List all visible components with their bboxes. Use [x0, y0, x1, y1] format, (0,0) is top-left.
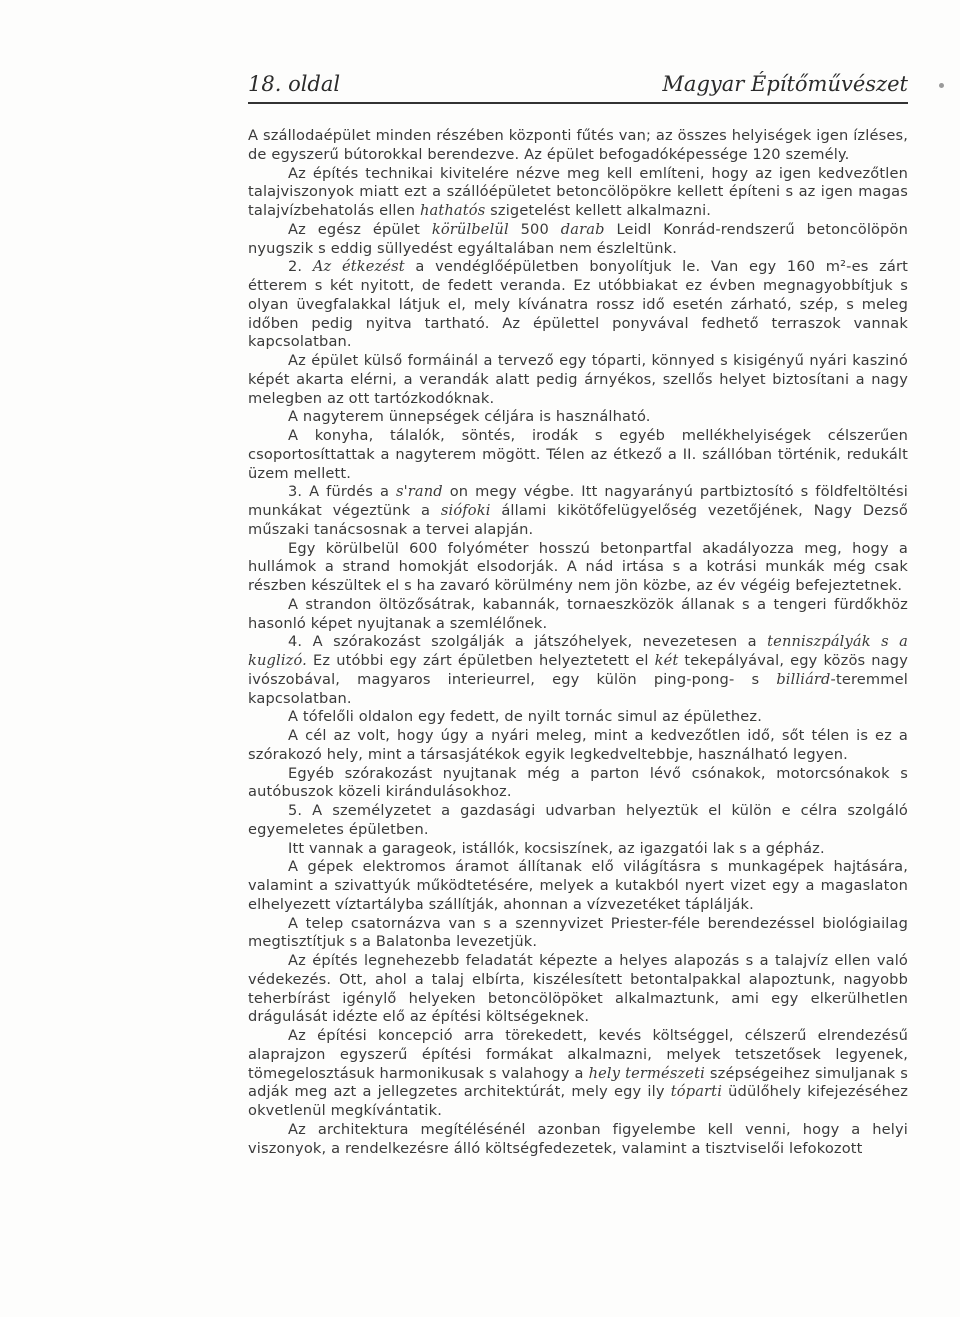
- paragraph: Az építés technikai kivitelére nézve meg kell említeni, hogy az igen kedvezőtlen talajviszonyok miatt ezt a szállóépületet betoncölöpökre kellett építeni s az igen magas talajvízbehatolás ellen hathatós szigetelést kellett alkalmazni.: [248, 164, 908, 219]
- running-header: [248, 72, 908, 104]
- page-number: 18. oldal: [248, 72, 341, 96]
- paragraph: A cél az volt, hogy úgy a nyári meleg, mint a kedvezőtlen idő, sőt télen is ez a szórakozó hely, mint a társasjátékok egyik legkedveltebbje, használható legyen.: [248, 727, 908, 763]
- paragraph: 4. A szórakozást szolgálják a játszóhelyek, nevezetesen a tenniszpályák s a kuglizó. Ez utóbbi egy zárt épületben helyeztetett el két tekepályával, egy közös nagy ivószobával, magyaros interieurrel, egy külön ping-pong- s billiárd-teremmel kapcsolatban.: [248, 633, 908, 707]
- paragraph: Az architektura megítélésénél azonban figyelembe kell venni, hogy a helyi viszonyok, a rendelkezésre álló költségfedezetek, valamint a tisztviselői lefokozott: [248, 1120, 908, 1157]
- journal-title: Magyar Építőművészet: [662, 72, 908, 96]
- paragraph: 5. A személyzetet a gazdasági udvarban helyeztük el külön e célra szolgáló egyemeletes épületben.: [248, 802, 908, 838]
- paragraph: Az építési koncepció arra törekedett, kevés költséggel, célszerű elrendezésű alaprajzon egyszerű építési formákat alkalmazni, melyek tetszetősek legyenek, tömegelosztásuk harmonikusak s valahogy a hely természeti szépségeihez simuljanak s adják meg azt a jellegzetes architektúrát, mely egy ily tóparti üdülőhely kifejezéséhez okvetlenül megkívántatik.: [248, 1027, 909, 1119]
- paragraph: A nagyterem ünnepségek céljára is használható.: [288, 408, 651, 426]
- paragraph: Az egész épület körülbelül 500 darab Leidl Konrád-rendszerű betoncölöpön nyugszik s eddig süllyedést egyáltalában nem észleltünk.: [248, 220, 908, 257]
- margin-mark: [939, 83, 944, 88]
- paragraph: A konyha, tálalók, söntés, irodák s egyéb mellékhelyiségek célszerűen csoportosíttattak a nagyterem mögött. Télen az étkező a II. szállóban történik, redukált üzem mellett.: [248, 427, 908, 482]
- paragraph: A gépek elektromos áramot állítanak elő világításra s munkagépek hajtására, valamint a szivattyúk működtetésére, melyek a kutakból nyert vizet egy a magaslaton elhelyezett víztartályba szállítják, ahonnan a vízvezetéket táplálják.: [248, 858, 908, 913]
- paragraph: Az épület külső formáinál a tervező egy tóparti, könnyed s kisigényű nyári kaszinó képét akarta elérni, a verandák alatt pedig árnyékos, szellős helyet biztosítani a nagy melegben az ott tartózkodóknak.: [248, 352, 908, 407]
- paragraph: Egyéb szórakozást nyujtanak még a parton lévő csónakok, motorcsónakok s autóbuszok közeli kirándulásokhoz.: [248, 764, 908, 801]
- article-body: [248, 127, 908, 1158]
- paragraph: 3. A fürdés a s'rand on megy végbe. Itt nagyarányú partbiztosító s földfeltöltési munkákat végeztünk a siófoki állami kikötőfelügyelőség vezetőjének, Nagy Dezső műszaki tanácsosnak a tervei alapján.: [248, 483, 909, 538]
- paragraph: Egy körülbelül 600 folyóméter hosszú betonpartfal akadályozza meg, hogy a hullámok a strand homokját elsodorják. A nád irtása s a kotrási munkák még csak részben készültek el s ha zavaró körülmény nem jön közbe, az év végéig befejeztetnek.: [248, 539, 908, 594]
- paragraph: 2. Az étkezést a vendéglőépületben bonyolítjuk le. Van egy 160 m²-es zárt étterem s két nyitott, de fedett veranda. Ez utóbbiakat ez évben megnagyobbítjuk s olyan üvegfalakkal látjuk el, mely kívánatra rossz idő esetén zárható, szép, s meleg időben pedig nyitva tartható. Az épülettel ponyvával fedhető terraszok vannak kapcsolatban.: [248, 258, 908, 351]
- paragraph: A szállodaépület minden részében központi fűtés van; az összes helyiségek igen ízléses, de egyszerű bútorokkal berendezve. Az épület befogadóképessége 120 személy.: [248, 127, 908, 163]
- paragraph: Az építés legnehezebb feladatát képezte a helyes alapozás s a talajvíz ellen való védekezés. Ott, ahol a talaj elbírta, kiszélesített betontalpakkal alapoztunk, nagyobb teherbírást igénylő helyeken betoncölöpöket alkalmaztunk, ami egy elkerülhetlen drágulását idézte elő az építési költségeknek.: [248, 952, 908, 1026]
- paragraph: A tófelőli oldalon egy fedett, de nyilt tornác simul az épülethez.: [288, 708, 762, 726]
- paragraph: Itt vannak a garageok, istállók, kocsiszínek, az igazgatói lak s a gépház.: [288, 839, 825, 857]
- paragraph: A telep csatornázva van s a szennyvizet Priester-féle berendezéssel biológiailag megtisztítjuk s a Balatonba levezetjük.: [248, 914, 908, 951]
- paragraph: A strandon öltözősátrak, kabannák, tornaeszközök állanak s a tengeri fürdőkhöz hasonló képet nyujtanak a szemlélőnek.: [248, 595, 908, 632]
